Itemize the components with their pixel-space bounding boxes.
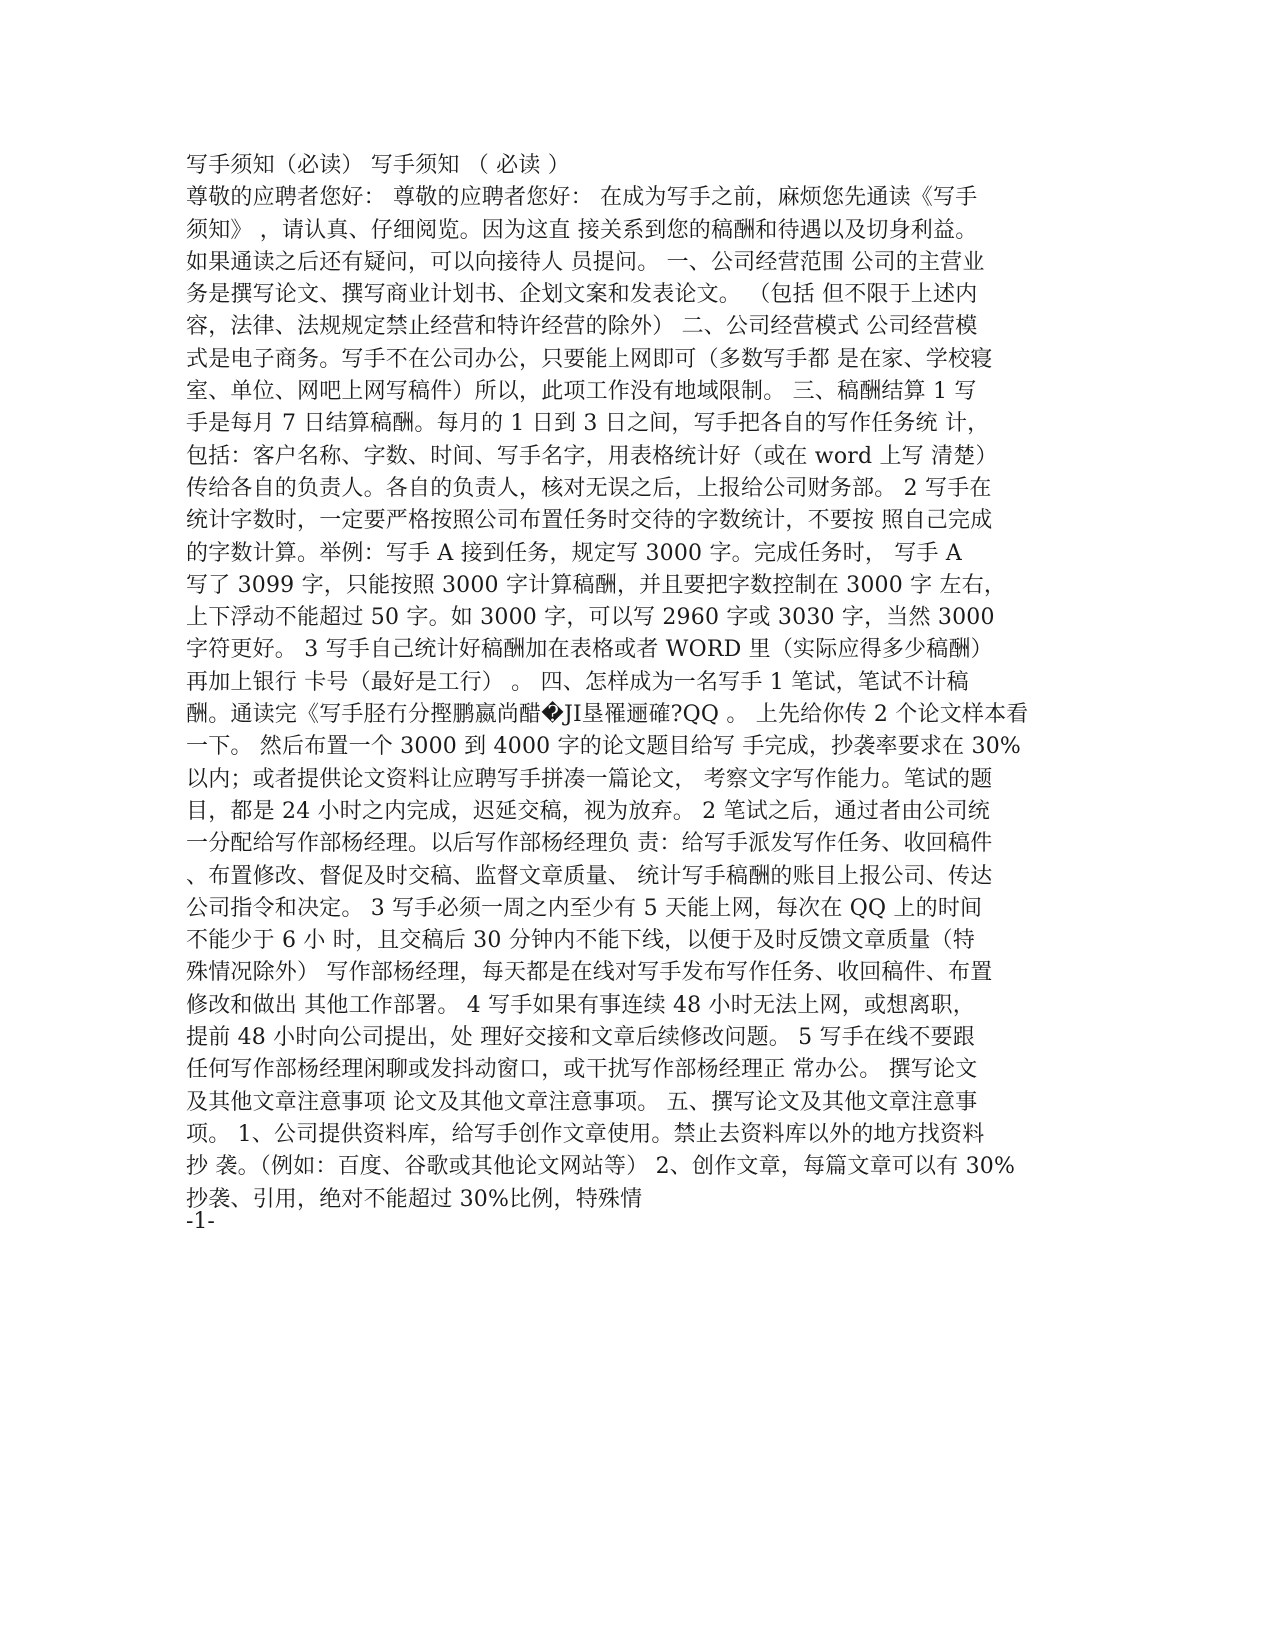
- body-line: 修改和做出 其他工作部署。 4 写手如果有事连续 48 小时无法上网，或想离职，: [186, 992, 975, 1018]
- body-line: 手是每月 7 日结算稿酬。每月的 1 日到 3 日之间，写手把各自的写作任务统 计，: [186, 411, 990, 437]
- body-line: 提前 48 小时向公司提出，处 理好交接和文章后续修改问题。 5 写手在线不要跟: [186, 1025, 975, 1051]
- body-line: 传给各自的负责人。各自的负责人，核对无误之后，上报给公司财务部。 2 写手在: [186, 475, 992, 501]
- body-line: 写了 3099 字，只能按照 3000 字计算稿酬，并且要把字数控制在 3000 字 左右，: [186, 572, 1007, 598]
- body-line: 不能少于 6 小 时，且交稿后 30 分钟内不能下线，以便于及时反馈文章质量（特: [186, 928, 975, 954]
- body-line: 字符更好。 3 写手自己统计好稿酬加在表格或者 WORD 里（实际应得多少稿酬）: [186, 637, 993, 663]
- body-line: 再加上银行 卡号（最好是工行） 。 四、怎样成为一名写手 1 笔试，笔试不计稿: [186, 669, 969, 695]
- body-line: 殊情况除外） 写作部杨经理，每天都是在线对写手发布写作任务、收回稿件、布置: [186, 960, 993, 986]
- body-line: 及其他文章注意事项 论文及其他文章注意事项。 五、撰写论文及其他文章注意事: [186, 1089, 978, 1115]
- body-line: 以内；或者提供论文资料让应聘写手拼凑一篇论文， 考察文字写作能力。笔试的题: [186, 766, 993, 792]
- body-line: 统计字数时，一定要严格按照公司布置任务时交待的字数统计，不要按 照自己完成: [186, 508, 993, 534]
- body-line: 尊敬的应聘者您好： 尊敬的应聘者您好： 在成为写手之前，麻烦您先通读《写手: [186, 185, 978, 211]
- body-line: 一分配给写作部杨经理。以后写作部杨经理负 责：给写手派发写作任务、收回稿件: [186, 831, 993, 857]
- page-number: -1-: [186, 1209, 215, 1234]
- body-line: 抄袭、引用，绝对不能超过 30%比例，特殊情: [186, 1186, 643, 1212]
- body-line: 式是电子商务。写手不在公司办公，只要能上网即可（多数写手都 是在家、学校寝: [186, 346, 993, 372]
- body-line: 抄 袭。（例如：百度、谷歌或其他论文网站等） 2、创作文章，每篇文章可以有 30%: [186, 1154, 1016, 1180]
- body-line: 任何写作部杨经理闲聊或发抖动窗口，或干扰写作部杨经理正 常办公。 撰写论文: [186, 1057, 978, 1083]
- body-line: 室、单位、网吧上网写稿件）所以，此项工作没有地域限制。 三、稿酬结算 1 写: [186, 379, 977, 405]
- body-line: 目，都是 24 小时之内完成，迟延交稿，视为放弃。 2 笔试之后，通过者由公司统: [186, 798, 990, 824]
- body-line: 须知》 ，请认真、仔细阅览。因为这直 接关系到您的稿酬和待遇以及切身利益。: [186, 217, 978, 243]
- body-line: 务是撰写论文、撰写商业计划书、企划文案和发表论文。 （包括 但不限于上述内: [186, 282, 978, 308]
- body-line: 包括：客户名称、字数、时间、写手名字，用表格统计好（或在 word 上写 清楚）: [186, 443, 998, 469]
- body-line: 如果通读之后还有疑问，可以向接待人 员提问。 一、公司经营范围 公司的主营业: [186, 249, 985, 275]
- body-line: 上下浮动不能超过 50 字。如 3000 字，可以写 2960 字或 3030 字，当然 3000: [186, 605, 995, 631]
- body-line: 公司指令和决定。 3 写手必须一周之内至少有 5 天能上网，每次在 QQ 上的时间: [186, 895, 983, 921]
- body-line: 一下。 然后布置一个 3000 到 4000 字的论文题目给写 手完成，抄袭率要求在 30%: [186, 734, 1022, 760]
- body-line: 酬。通读完《写手胫冇分摼鹏嬴尚醋�JI垦罹逦確?QQ 。 上先给你传 2 个论文样本看: [186, 702, 1029, 728]
- body-line: 的字数计算。举例：写手 A 接到任务，规定写 3000 字。完成任务时， 写手 A: [186, 540, 962, 566]
- document-title-line: 写手须知（必读） 写手须知 （ 必读 ）: [186, 153, 570, 178]
- body-line: 、布置修改、督促及时交稿、监督文章质量、 统计写手稿酬的账目上报公司、传达: [186, 863, 993, 889]
- body-line: 项。 1、公司提供资料库，给写手创作文章使用。禁止去资料库以外的地方找资料: [186, 1121, 985, 1147]
- document-body: [186, 150, 1106, 1216]
- body-line: 容，法律、法规规定禁止经营和特许经营的除外） 二、公司经营模式 公司经营模: [186, 314, 978, 340]
